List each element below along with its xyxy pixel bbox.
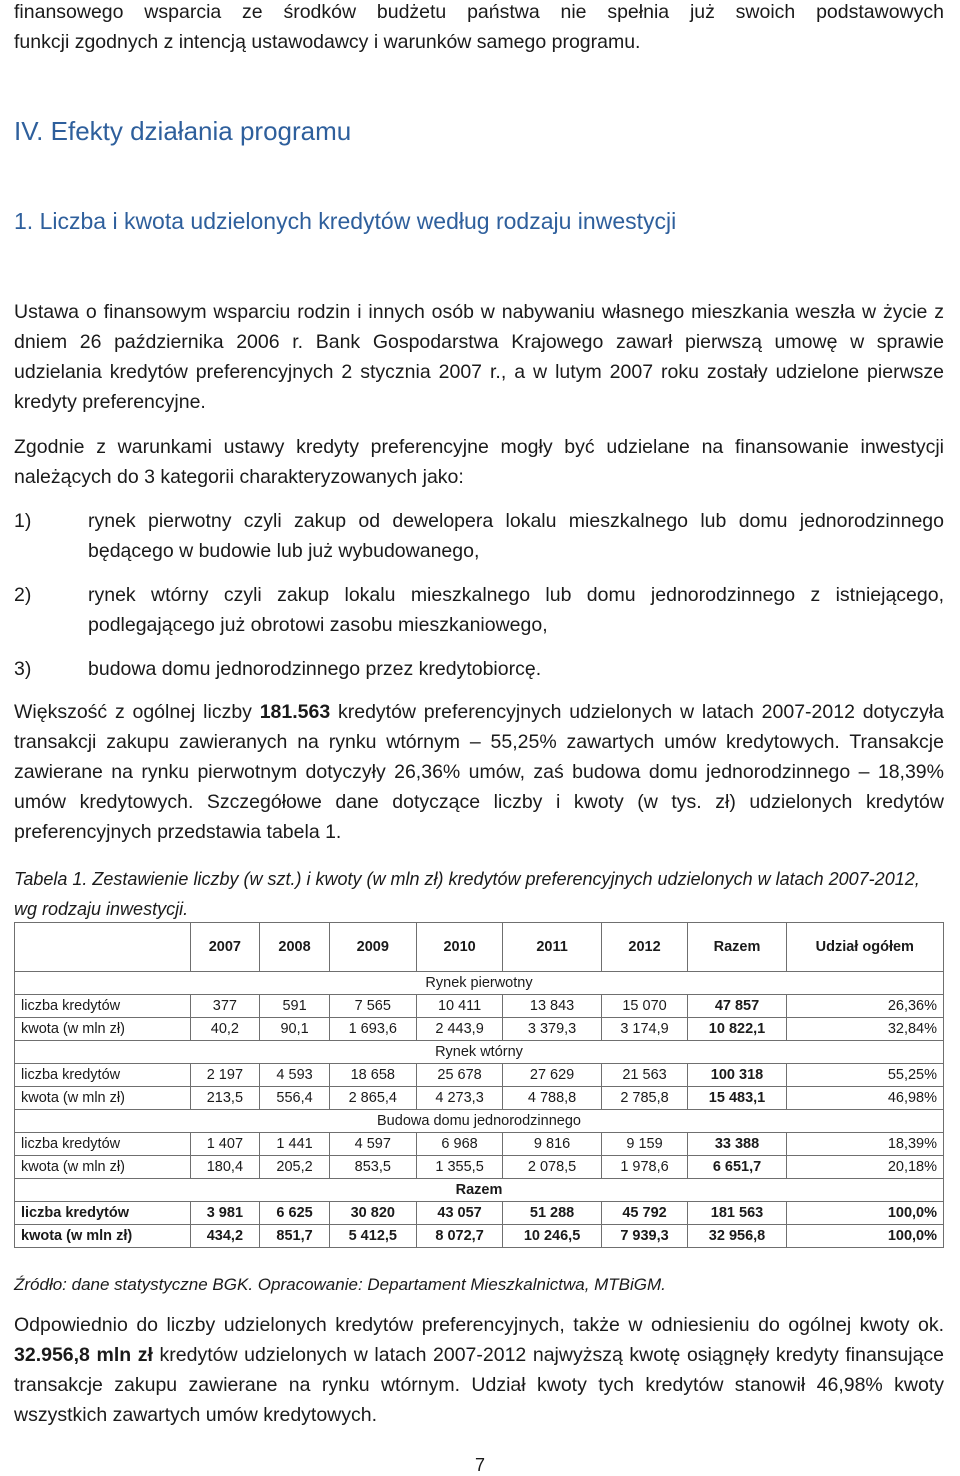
table-header-cell: 2007	[190, 923, 260, 972]
table-row	[15, 1225, 944, 1248]
total-cell: 10 822,1	[688, 1018, 786, 1041]
table-group-row	[15, 1041, 944, 1064]
value-cell: 30 820	[329, 1202, 416, 1225]
table-group-row	[15, 972, 944, 995]
total-cell: 15 483,1	[688, 1087, 786, 1110]
value-cell: 377	[190, 995, 260, 1018]
paragraph-3-bold: 181.563	[259, 701, 331, 723]
table-group-title: Budowa domu jednorodzinnego	[15, 1110, 944, 1133]
table-header-cell: Razem	[688, 923, 786, 972]
value-cell: 9 816	[503, 1133, 601, 1156]
value-cell: 10 246,5	[503, 1225, 601, 1248]
share-cell: 32,84%	[786, 1018, 943, 1041]
value-cell: 7 565	[329, 995, 416, 1018]
table-caption: Tabela 1. Zestawienie liczby (w szt.) i kwoty (w mln zł) kredytów preferencyjnych udzielonych w latach 2007-2012, wg rodzaju inwestycji.	[14, 869, 920, 919]
paragraph-4	[14, 1310, 944, 1430]
table-header-cell: Udział ogółem	[786, 923, 943, 972]
value-cell: 5 412,5	[329, 1225, 416, 1248]
list-item-text: rynek wtórny czyli zakup lokalu mieszkalnego lub domu jednorodzinnego z istniejącego, podlegającego już obrotowi zasobu mieszkaniowego,	[88, 584, 944, 636]
table-row	[15, 1018, 944, 1041]
paragraph-3	[14, 697, 944, 847]
row-label: liczba kredytów	[15, 995, 191, 1018]
paragraph-3-text	[14, 697, 944, 847]
row-label: kwota (w mln zł)	[15, 1087, 191, 1110]
list-item-text: budowa domu jednorodzinnego przez kredytobiorcę.	[88, 658, 542, 680]
value-cell: 25 678	[416, 1064, 503, 1087]
value-cell: 15 070	[601, 995, 688, 1018]
table-header-cell: 2009	[329, 923, 416, 972]
list-item-number: 1)	[14, 510, 32, 532]
table-row	[15, 995, 944, 1018]
value-cell: 1 355,5	[416, 1156, 503, 1179]
total-cell: 33 388	[688, 1133, 786, 1156]
value-cell: 43 057	[416, 1202, 503, 1225]
row-label: kwota (w mln zł)	[15, 1156, 191, 1179]
value-cell: 2 865,4	[329, 1087, 416, 1110]
table-group-title: Rynek pierwotny	[15, 972, 944, 995]
value-cell: 851,7	[260, 1225, 330, 1248]
paragraph-4-bold: 32.956,8 mln zł	[14, 1344, 153, 1366]
table-group-row	[15, 1110, 944, 1133]
row-label: kwota (w mln zł)	[15, 1225, 191, 1248]
value-cell: 1 693,6	[329, 1018, 416, 1041]
value-cell: 853,5	[329, 1156, 416, 1179]
share-cell: 55,25%	[786, 1064, 943, 1087]
paragraph-4-after: kredytów udzielonych w latach 2007-2012 najwyższą kwotę osiągnęły kredyty finansujące transakcje zakupu zawierane na rynku wtórnym. Udział kwoty tych kredytów stanowił 46,98% kwoty wszystkich zawartych umów kredytowych.	[14, 1344, 945, 1426]
value-cell: 18 658	[329, 1064, 416, 1087]
value-cell: 4 593	[260, 1064, 330, 1087]
value-cell: 556,4	[260, 1087, 330, 1110]
paragraph-4-before: Odpowiednio do liczby udzielonych kredytów preferencyjnych, także w odniesieniu do ogólnej kwoty ok.	[14, 1314, 944, 1336]
value-cell: 9 159	[601, 1133, 688, 1156]
value-cell: 2 443,9	[416, 1018, 503, 1041]
intro-line-1: finansowego wsparcia ze środków budżetu państwa nie spełnia już swoich podstawowych	[14, 1, 944, 23]
source-text: Źródło: dane statystyczne BGK. Opracowanie: Departament Mieszkalnictwa, MTBiGM.	[14, 1275, 666, 1294]
value-cell: 21 563	[601, 1064, 688, 1087]
total-cell: 47 857	[688, 995, 786, 1018]
source-note	[14, 1270, 944, 1300]
value-cell: 4 788,8	[503, 1087, 601, 1110]
value-cell: 213,5	[190, 1087, 260, 1110]
value-cell: 591	[260, 995, 330, 1018]
value-cell: 1 441	[260, 1133, 330, 1156]
table-row	[15, 1202, 944, 1225]
table-header-cell: 2010	[416, 923, 503, 972]
table-group-title: Rynek wtórny	[15, 1041, 944, 1064]
value-cell: 205,2	[260, 1156, 330, 1179]
value-cell: 1 978,6	[601, 1156, 688, 1179]
value-cell: 27 629	[503, 1064, 601, 1087]
list-item-text: rynek pierwotny czyli zakup od dewelopera lokalu mieszkalnego lub domu jednorodzinnego będącego w budowie lub już wybudowanego,	[88, 510, 944, 562]
table-group-row	[15, 1179, 944, 1202]
row-label: liczba kredytów	[15, 1133, 191, 1156]
value-cell: 6 968	[416, 1133, 503, 1156]
credits-table	[14, 922, 944, 1248]
value-cell: 6 625	[260, 1202, 330, 1225]
share-cell: 100,0%	[786, 1225, 943, 1248]
table-row	[15, 1087, 944, 1110]
share-cell: 100,0%	[786, 1202, 943, 1225]
value-cell: 7 939,3	[601, 1225, 688, 1248]
value-cell: 1 407	[190, 1133, 260, 1156]
value-cell: 13 843	[503, 995, 601, 1018]
value-cell: 3 981	[190, 1202, 260, 1225]
value-cell: 10 411	[416, 995, 503, 1018]
total-cell: 100 318	[688, 1064, 786, 1087]
value-cell: 2 785,8	[601, 1087, 688, 1110]
table-header-cell: 2012	[601, 923, 688, 972]
paragraph-1	[14, 297, 944, 417]
share-cell: 26,36%	[786, 995, 943, 1018]
table-header-row	[15, 923, 944, 972]
value-cell: 4 597	[329, 1133, 416, 1156]
intro-line-2: funkcji zgodnych z intencją ustawodawcy i warunków samego programu.	[14, 31, 641, 53]
value-cell: 3 379,3	[503, 1018, 601, 1041]
share-cell: 18,39%	[786, 1133, 943, 1156]
intro-paragraph	[14, 0, 944, 57]
table-row	[15, 1156, 944, 1179]
total-cell: 181 563	[688, 1202, 786, 1225]
paragraph-2-text: Zgodnie z warunkami ustawy kredyty preferencyjne mogły być udzielane na finansowanie inwestycji należących do 3 kategorii charakteryzowanych jako:	[14, 436, 944, 488]
table-row	[15, 1133, 944, 1156]
paragraph-1-text: Ustawa o finansowym wsparciu rodzin i innych osób w nabywaniu własnego mieszkania weszła w życie z dniem 26 października 2006 r. Bank Gospodarstwa Krajowego zawarł pierwszą umowę w sprawie udzielania kredytów preferencyjnych 2 stycznia 2007 r., a w lutym 2007 roku zostały udzielone pierwsze kredyty preferencyjne.	[14, 301, 944, 413]
list-item	[14, 580, 944, 640]
value-cell: 2 197	[190, 1064, 260, 1087]
list-item-number: 3)	[14, 658, 32, 680]
table-row	[15, 1064, 944, 1087]
subsection-title: 1. Liczba i kwota udzielonych kredytów według rodzaju inwestycji	[14, 208, 677, 234]
share-cell: 20,18%	[786, 1156, 943, 1179]
list-item	[14, 654, 944, 684]
value-cell: 8 072,7	[416, 1225, 503, 1248]
value-cell: 3 174,9	[601, 1018, 688, 1041]
list-item-number: 2)	[14, 584, 32, 606]
paragraph-2	[14, 432, 944, 492]
section-title: IV. Efekty działania programu	[14, 116, 352, 146]
paragraph-3-before: Większość z ogólnej liczby	[14, 701, 260, 723]
value-cell: 51 288	[503, 1202, 601, 1225]
table-header-cell: 2008	[260, 923, 330, 972]
row-label: liczba kredytów	[15, 1064, 191, 1087]
row-label: liczba kredytów	[15, 1202, 191, 1225]
value-cell: 4 273,3	[416, 1087, 503, 1110]
value-cell: 180,4	[190, 1156, 260, 1179]
total-cell: 32 956,8	[688, 1225, 786, 1248]
table-header-cell: 2011	[503, 923, 601, 972]
value-cell: 45 792	[601, 1202, 688, 1225]
total-cell: 6 651,7	[688, 1156, 786, 1179]
value-cell: 40,2	[190, 1018, 260, 1041]
table-header-blank	[15, 923, 191, 972]
page-number: 7	[474, 1455, 485, 1475]
share-cell: 46,98%	[786, 1087, 943, 1110]
value-cell: 2 078,5	[503, 1156, 601, 1179]
list-item	[14, 506, 944, 566]
value-cell: 434,2	[190, 1225, 260, 1248]
paragraph-3-after: kredytów preferencyjnych udzielonych w latach 2007-2012 dotyczyła transakcji zakupu zawieranych na rynku wtórnym – 55,25% zawartych umów kredytowych. Transakcje zawierane na rynku pierwotnym dotyczyły 26,36% umów, zaś budowa domu jednorodzinnego – 18,39% umów kredytowych. Szczegółowe dane dotyczące liczby i kwoty (w tys. zł) udzielonych kredytów preferencyjnych przedstawia tabela 1.	[14, 701, 944, 843]
row-label: kwota (w mln zł)	[15, 1018, 191, 1041]
table-group-title: Razem	[15, 1179, 944, 1202]
paragraph-4-text	[14, 1310, 944, 1430]
value-cell: 90,1	[260, 1018, 330, 1041]
